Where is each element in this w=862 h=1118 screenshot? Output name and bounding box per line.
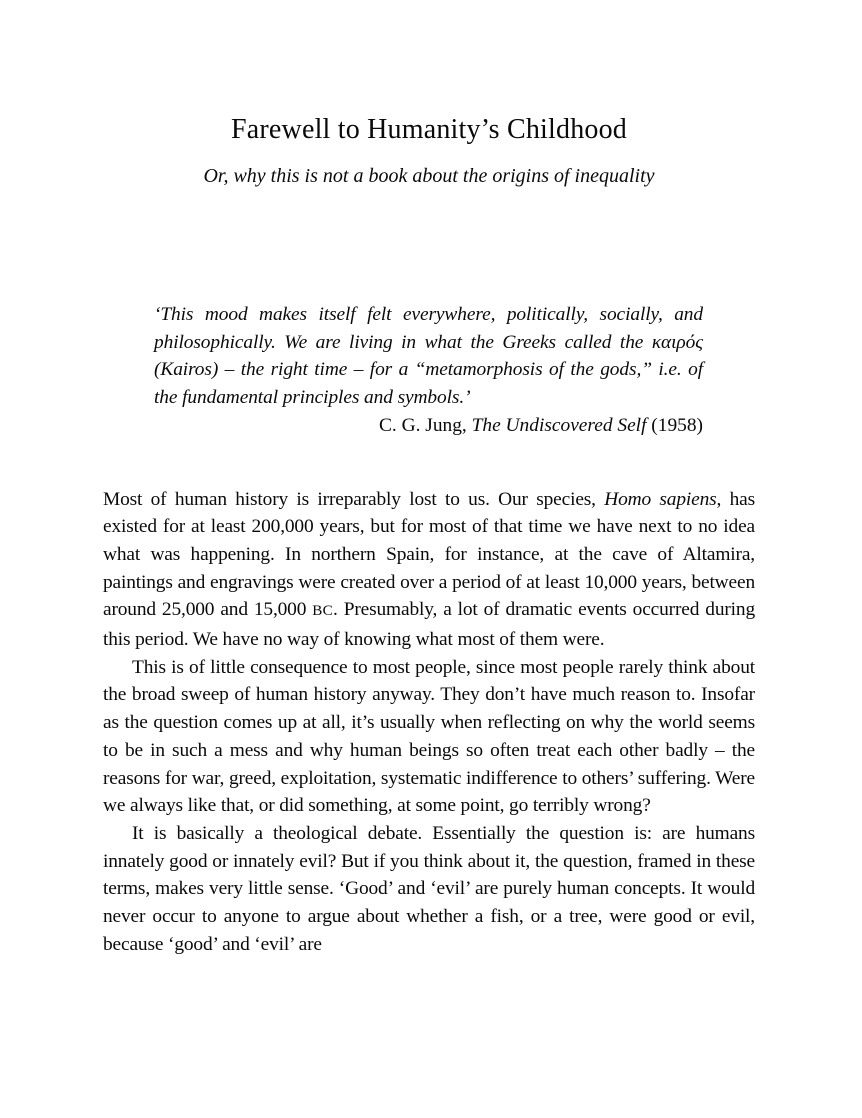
chapter-title: Farewell to Humanity’s Childhood [230, 114, 628, 145]
page-content [103, 0, 755, 958]
epigraph [154, 301, 703, 440]
paragraph-2 [103, 654, 755, 820]
epigraph-author: C. G. Jung, [378, 414, 472, 436]
paragraph-3-text: It is basically a theological debate. Essentially the question is: are humans innately good or innately evil? But if you think about it, the question, framed in these terms, makes very little sense. ‘Good’ and ‘evil’ are purely human concepts. It would never occur to anyone to argue about whether a fish, or a tree, were good or evil, because ‘good’ and ‘evil’ are [103, 822, 755, 955]
species-name: Homo sapiens [604, 488, 717, 510]
body-text [103, 486, 755, 959]
epigraph-work-title: The Undiscovered Self [471, 414, 647, 436]
paragraph-1-text: . Presumably, a lot of dramatic events occurred during this period. We have no way of knowing what most of them were. [103, 599, 756, 651]
paragraph-2-text: This is of little consequence to most people, since most people rarely think about the broad sweep of human history anyway. They don’t have much reason to. Insofar as the question comes up at all, it’s usually when reflecting on why the world seems to be in such a mess and why human beings so often treat each other badly – the reasons for war, greed, exploitation, systematic indifference to others’ suffering. Were we always like that, or did something, at some point, go terribly wrong? [103, 656, 755, 817]
paragraph-1 [103, 486, 755, 654]
paragraph-1-text: , has existed for at least 200,000 years, but for most of that time we have next to no idea what was happening. In northern Spain, for instance, at the cave of Altamira, paintings and engravings were created over a period of at least 10,000 years, between around 25,000 and 15,000 [103, 488, 755, 621]
era-abbreviation-bc: BC [312, 603, 334, 620]
epigraph-year: (1958) [646, 414, 703, 436]
epigraph-quote: ‘This mood makes itself felt everywhere, politically, socially, and philosophically. We are living in what the Greeks called the καιρός (Kairos) – the right time – for a “metamorphosis of the gods,” i.e. of the fundamental principles and symbols.’ [154, 304, 703, 409]
paragraph-3 [103, 820, 755, 959]
epigraph-attribution [154, 412, 703, 440]
paragraph-1-text: Most of human history is irreparably lost to us. Our species, [103, 488, 605, 510]
chapter-subtitle: Or, why this is not a book about the origins of inequality [203, 165, 655, 187]
